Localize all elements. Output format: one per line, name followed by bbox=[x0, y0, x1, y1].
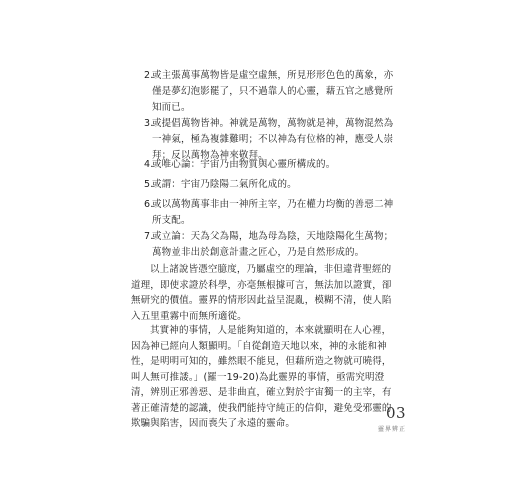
list-item-text: 或唯心論：宇宙乃由物質與心靈所構成的。 bbox=[152, 159, 336, 170]
list-item-text: 或謂：宇宙乃陰陽二氣所化成的。 bbox=[152, 179, 297, 190]
list-item-number: 4. bbox=[144, 159, 154, 170]
list-item-number: 6. bbox=[144, 199, 154, 210]
list-item bbox=[144, 229, 396, 261]
list-item-number: 2. bbox=[144, 70, 154, 81]
list-item-text: 或主張萬事萬物皆是虛空虛無，所見形形色色的萬象，亦僅是夢幻泡影罷了，只不過靠人的心靈，藉五官之感覺所知而已。 bbox=[152, 70, 394, 113]
running-title: 靈界辨正 bbox=[378, 426, 407, 433]
list-item-text: 或提倡萬物皆神。神就是萬物，萬物就是神，萬物混然為一神氣，極為複雜難明；不以神為有位格的神，應受人崇拜；反以萬物為神來敬拜。 bbox=[152, 118, 394, 161]
list-item-number: 3. bbox=[144, 118, 154, 129]
list-item bbox=[144, 197, 396, 229]
list-item bbox=[144, 157, 396, 173]
list-item bbox=[144, 68, 396, 116]
list-item-text: 或以萬物萬事非由一神所主宰，乃在權力均衡的善惡二神所支配。 bbox=[152, 199, 394, 226]
page-number: 03 bbox=[386, 404, 407, 422]
list-item-text: 或立論：天為父為陽，地為母為陰，天地陰陽化生萬物；萬物並非出於創意計畫之匠心，乃是自然形成的。 bbox=[152, 231, 394, 258]
list-item bbox=[144, 177, 396, 193]
body-paragraph: 其實神的事情，人是能夠知道的，本來就顯明在人心裡，因為神已經向人類顯明。「自從創造天地以來，神的永能和神性，是明明可知的，雖然眼不能見，但藉所造之物就可曉得，叫人無可推諉。」(羅一19-20)為此靈界的事情，亟需究明澄清，辨別正邪善惡、是非曲直，確立對於宇宙獨一的主宰，有著正確清楚的認識，使我們能持守純正的信仰，避免受邪靈的欺騙與陷害，因而喪失了永遠的靈命。 bbox=[131, 325, 392, 429]
list-item-number: 5. bbox=[144, 179, 154, 190]
list-item-number: 7. bbox=[144, 231, 154, 242]
body-paragraph: 以上諸說皆憑空臆度，乃屬虛空的理論，非但違背聖經的道理，即使求證於科學，亦毫無根據可言，無法加以證實，卻無研究的價值。靈界的情形因此益呈混亂，模糊不清，使人陷入五里重霧中而無所適從。 bbox=[131, 264, 392, 322]
